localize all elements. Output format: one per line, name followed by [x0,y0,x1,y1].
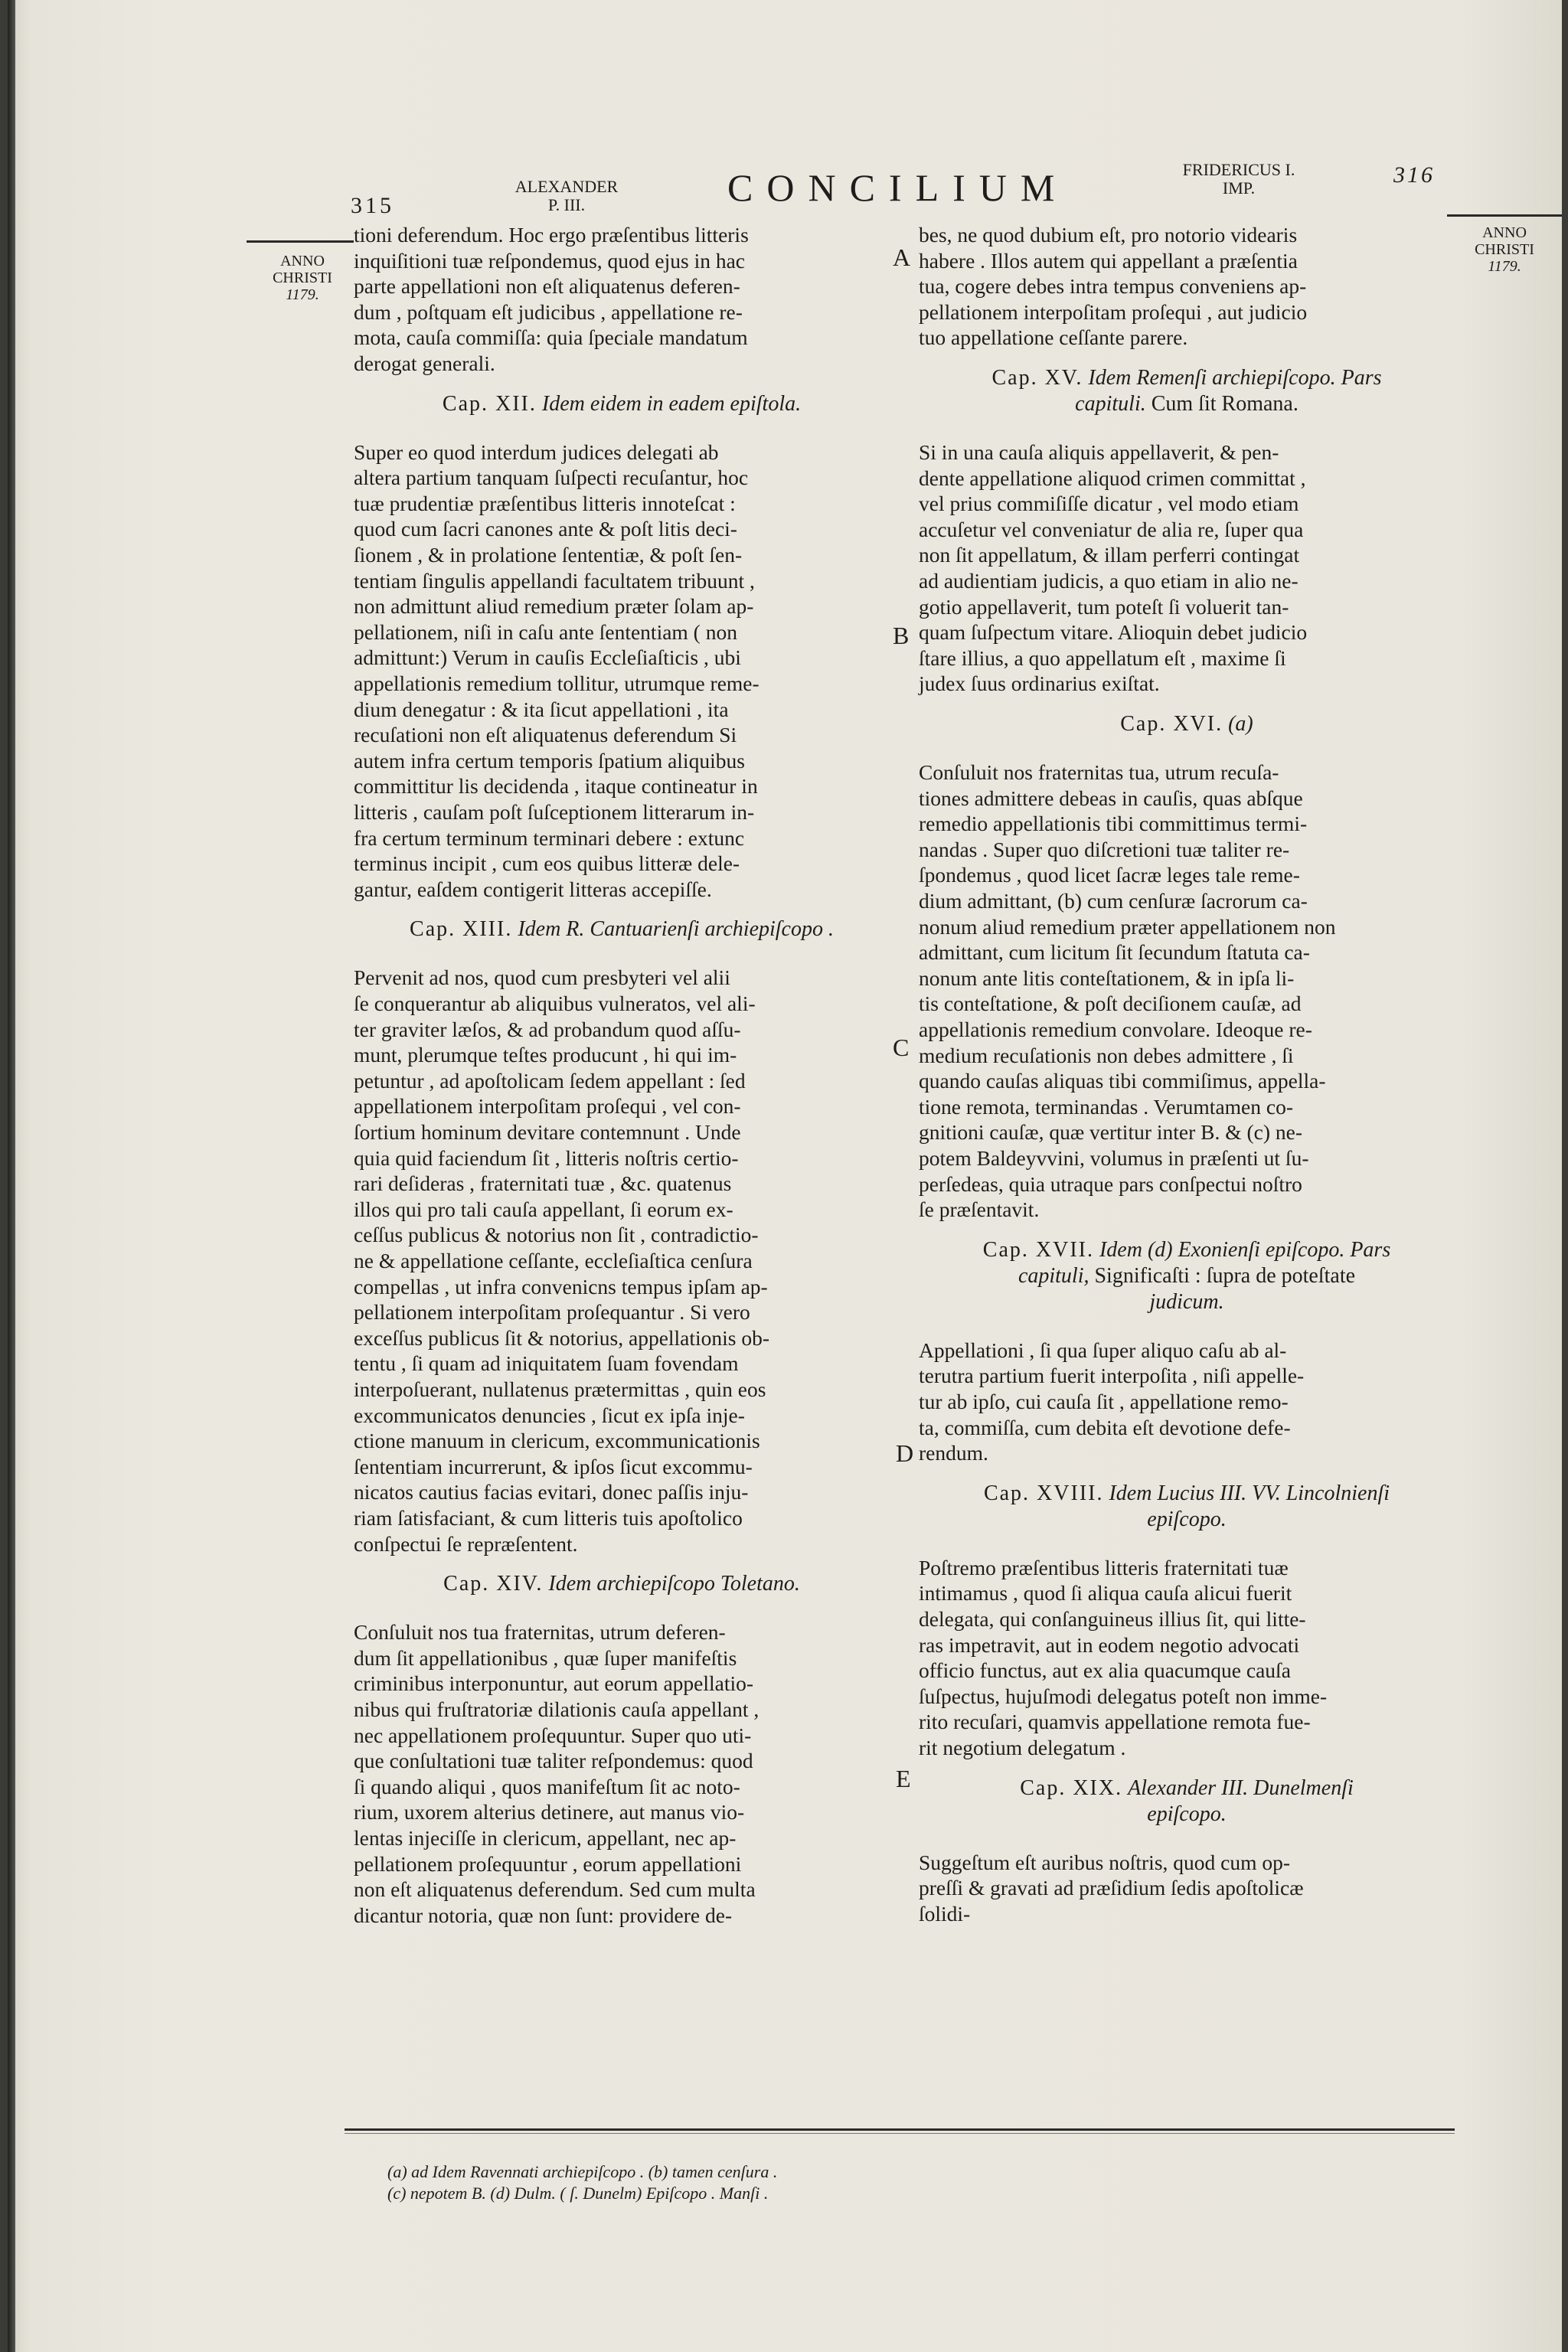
margin-note-line: ANNO [280,253,325,270]
text-line: ceſſus publicus & notorius non ſit , contradictio- [354,1223,759,1247]
text-line: munt, plerumque teſtes producunt , hi qui im- [354,1043,737,1067]
text-line: nandas . Super quo diſcretioni tuæ taliter re- [919,837,1290,861]
text-line: exceſſus publicus ſit & notorius, appellationis ob- [354,1325,770,1350]
text-line: criminibus interponuntur, aut eorum appellatio- [354,1671,754,1696]
text-line: Super eo quod interdum judices delegati ab [354,439,719,464]
chapter-heading-continued [919,1802,1455,1827]
text-line: officio functus, aut ex alia quacumque cauſa [919,1658,1291,1683]
margin-note-right [1462,224,1547,275]
text-line: rito recuſari, quamvis appellatione remota fue- [919,1710,1311,1734]
text-line: perſedeas, quia utraque pars conſpectui noſtro [919,1171,1302,1196]
margin-note-line: CHRISTI [1475,241,1534,258]
margin-note-line: ANNO [1482,224,1527,241]
chapter-number: Cap. XVIII. [983,1481,1104,1505]
text-line: Conſuluit nos tua fraternitas, utrum deferen- [354,1620,726,1645]
text-line: pellationem, niſi in caſu ante ſententiam ( non [354,619,737,644]
chapter-heading-continued [919,392,1455,416]
book-page [8,0,1562,2352]
text-line: ta, commiſſa, cum debita eſt devotione defe- [919,1415,1291,1439]
text-line: nibus qui fruſtratoriæ dilationis cauſa appellant , [354,1697,760,1721]
text-line: tuæ prudentiæ præſentibus litteris innoteſcat : [354,491,736,515]
section-letter: B [893,622,910,649]
text-line: terutra partium fuerit interpoſita , niſi appelle- [919,1364,1305,1388]
text-line: ſortium hominum devitare contemnunt . Unde [354,1120,741,1144]
margin-dash-left [247,240,354,243]
text-line: remedio appellationis tibi committimus termi- [919,812,1308,836]
text-line: Pervenit ad nos, quod cum presbyteri vel alii [354,965,730,990]
chapter-heading [919,366,1455,390]
text-line: petuntur , ad apoſtolicam ſedem appellant : ſed [354,1068,746,1093]
text-line: pellationem interpoſitam proſequantur . Si vero [354,1300,750,1325]
chapter-heading [919,1481,1455,1506]
section-letter: D [896,1439,914,1467]
text-line: tur ab ipſo, cui cauſa ſit , appellatione remo- [919,1390,1289,1413]
text-line: Poſtremo præſentibus litteris fraternitati tuæ [919,1555,1289,1579]
text-line: appellationis remedium convolare. Ideoque re- [919,1018,1312,1041]
chapter-number: Cap. XVI. [1120,712,1223,736]
text-line: dum , poſtquam eſt judicibus , appellatione re- [354,299,743,324]
chapter-title: epiſcopo. [1147,1802,1227,1826]
text-line: tua, cogere debes intra tempus conveniens ap- [919,274,1307,299]
text-line: illos qui pro tali cauſa appellant, ſi eorum ex- [354,1197,733,1221]
text-line: habere . Illos autem qui appellant a præſentia [919,248,1298,273]
text-line: ſi quando aliqui , quos manifeſtum ſit ac noto- [354,1774,740,1798]
text-line: excommunicatos denuncies , ſicut ex ipſa inje- [354,1403,745,1427]
text-line: parte appellationi non eſt aliquatenus deferen- [354,274,740,299]
text-line: tentu , ſi quam ad iniquitatem ſuam fovendam [354,1351,739,1376]
chapter-heading-continued [919,1508,1455,1532]
right-page-number: 316 [1393,162,1435,188]
page-edge [8,0,15,2352]
text-line: nec appellationem proſequuntur. Super quo uti- [354,1723,752,1747]
text-line: Appellationi , ſi qua ſuper aliquo caſu ab al- [919,1338,1287,1362]
section-letter: A [893,243,911,271]
text-line: compellas , ut infra convenicns tempus ipſam ap- [354,1274,768,1298]
text-line: vel prius commiſiſſe dicatur , vel modo etiam [919,492,1299,516]
text-line: gantur, eaſdem contigerit litteras accepiſſe. [354,877,712,901]
text-line: non ſit appellatum, & illam perferri contingat [919,543,1300,567]
text-line: bes, ne quod dubium eſt, pro notorio videaris [919,223,1298,247]
text-line: quod cum ſacri canones ante & poſt litis deci- [354,517,737,541]
text-line: nicatos cautius facias evitari, donec paſſis inju- [354,1480,749,1504]
text-line: litteris , cauſam poſt ſuſceptionem litterarum in- [354,800,755,824]
chapter-heading [919,1776,1455,1801]
text-line: ctione manuum in clericum, excommunicationis [354,1429,760,1453]
text-line: tiones admittere debeas in cauſis, quas abſque [919,786,1303,810]
footnote: (c) nepotem B. (d) Dulm. ( ſ. Dunelm) Epiſcopo . Manſi . [387,2184,769,2203]
text-line: ſionem , & in prolatione ſententiæ, & poſt ſen- [354,543,743,567]
text-line: quando cauſas aliquas tibi commiſimus, appella- [919,1069,1326,1093]
running-head-line: FRIDERICUS I. [1182,160,1295,179]
margin-dash-right [1447,214,1562,217]
text-line: nonum aliud remedium præter appellationem non [919,914,1336,939]
chapter-title: judicum. [1149,1289,1224,1314]
text-line: appellationis remedium tollitur, utrumque reme- [354,671,760,695]
text-line: fra certum terminum terminari debere : extunc [354,825,745,850]
margin-note-left [260,253,345,303]
text-line: dum ſit appellationibus , quæ ſuper manifeſtis [354,1645,737,1670]
text-line: inquiſitioni tuæ reſpondemus, quod ejus in hac [354,248,745,273]
text-line: tis conteſtatione, & poſt deciſionem cauſæ, ad [919,991,1302,1016]
text-line: ſe præſentavit. [919,1197,1040,1222]
chapter-heading [354,392,890,416]
text-line: pellationem proſequuntur , eorum appellationi [354,1851,742,1876]
chapter-number: Cap. XIII. [410,917,513,942]
footnote: (a) ad Idem Ravennati archiepiſcopo . (b) tamen cenſura . [387,2162,778,2181]
text-line: quia quid faciendum ſit , litteris noſtris certio- [354,1145,739,1170]
text-line: potem Baldeyvvini, volumus in præſenti ut ſu- [919,1146,1309,1170]
text-line: rari deſideras , fraternitati tuæ , &c. quatenus [354,1171,732,1196]
chapter-title: Idem Lucius III. VV. Lincolnienſi [1109,1481,1390,1505]
text-line: ſe conquerantur ab aliquibus vulneratos, vel ali- [354,991,756,1015]
running-head-line: IMP. [1222,178,1256,198]
chapter-incipit: Significaſti : ſupra de poteſtate [1089,1263,1356,1288]
chapter-title: capituli. [1075,392,1146,416]
chapter-title: Idem archiepiſcopo Toletano. [548,1572,800,1596]
text-line: intimamus , quod ſi aliqua cauſa alicui fuerit [919,1581,1292,1606]
text-line: dicantur notoria, quæ non ſunt: providere de- [354,1903,733,1927]
text-line: ad audientiam judicis, a quo etiam in alio ne- [919,569,1298,593]
chapter-number: Cap. XVII. [982,1237,1094,1262]
text-line: Si in una cauſa aliquis appellaverit, & pen- [919,440,1279,464]
chapter-title: Idem eidem in eadem epiſtola. [541,391,802,416]
chapter-number: Cap. XIX. [1020,1775,1123,1800]
text-line: gotio appellaverit, tum poteſt ſi voluerit tan- [919,594,1289,619]
text-line: admittant, cum licitum ſit ſecundum ſtatuta ca- [919,940,1310,965]
text-line: judex ſuus ordinarius exiſtat. [919,671,1160,696]
text-line: rit negotium delegatum . [919,1736,1126,1759]
chapter-heading [354,917,890,942]
text-line: committitur lis decidenda , itaque contineatur in [354,774,758,799]
margin-note-line: 1179. [1488,258,1521,275]
margin-note-line: 1179. [286,286,319,303]
text-line: ras impetravit, aut in eodem negotio advocati [919,1632,1300,1657]
text-line: ſolidi- [919,1901,971,1926]
text-line: pellationem interpoſitam proſequi , aut judicio [919,299,1308,324]
text-line: tioni deferendum. Hoc ergo præſentibus litteris [354,223,749,247]
text-line: non eſt aliquatenus deferendum. Sed cum multa [354,1877,756,1902]
text-line: recuſationi non eſt aliquatenus deferendum Si [354,723,737,747]
chapter-heading [919,712,1455,737]
text-line: autem infra certum temporis ſpatium aliquibus [354,748,745,773]
footnote-rule [345,2128,1455,2131]
text-line: non admittunt aliud remedium præter ſolam ap- [354,594,754,619]
text-line: ter graviter læſos, & ad probandum quod aſſu- [354,1017,741,1041]
section-letter: C [893,1034,910,1061]
chapter-heading [919,1238,1455,1263]
text-line: ne & appellatione ceſſante, eccleſiaſtica cenſura [354,1249,753,1272]
chapter-title: Idem R. Cantuarienſi archiepiſcopo . [518,917,834,942]
text-line: Suggeſtum eſt auribus noſtris, quod cum op- [919,1850,1291,1874]
chapter-number: Cap. XII. [442,391,537,416]
text-line: tentiam ſingulis appellandi facultatem tribuunt , [354,568,755,593]
text-line: ſpondemus , quod licet ſacræ leges tale reme- [919,863,1300,887]
text-line: ſententiam incurrerunt, & ipſos ſicut excommu- [354,1454,753,1478]
text-line: appellationem interpoſitam proſequi , vel con- [354,1094,741,1119]
text-line: dente appellatione aliquod crimen committat , [919,466,1306,490]
chapter-number: Cap. XIV. [443,1572,544,1596]
chapter-title: capituli, [1018,1263,1089,1288]
left-page-number: 315 [351,193,394,218]
text-line: tione remota, terminandas . Verumtamen co- [919,1094,1293,1119]
text-line: lentas injeciſſe in clericum, appellant, nec ap- [354,1826,737,1850]
running-head-line: P. III. [547,195,586,214]
text-line: medium recuſationis non debes admittere , ſi [919,1043,1294,1067]
text-line: ſuſpectus, hujuſmodi delegatus poteſt non imme- [919,1684,1328,1708]
text-line: conſpectui ſe repræſentent. [354,1531,578,1556]
chapter-incipit: Cum ſit Romana. [1145,392,1298,416]
text-line: gnitioni cauſæ, quæ vertitur inter B. & (c) ne- [919,1120,1303,1145]
text-line: preſſi & gravati ad præſidium ſedis apoſtolicæ [919,1876,1304,1900]
margin-note-line: CHRISTI [273,270,332,286]
chapter-number: Cap. XV. [991,366,1083,390]
chapter-title: Idem (d) Exonienſi epiſcopo. Pars [1099,1237,1391,1262]
footnote-rule-thin [345,2133,1455,2134]
left-running-head [498,178,635,214]
text-line: rendum. [919,1441,988,1465]
text-line: tuo appellatione ceſſante parere. [919,325,1188,350]
chapter-title: Idem Remenſi archiepiſcopo. Pars [1088,366,1382,390]
section-letter: E [896,1765,911,1792]
text-line: Conſuluit nos fraternitas tua, utrum recuſa- [919,760,1279,784]
text-line: accuſetur vel conveniatur de alia re, ſuper qua [919,517,1304,541]
chapter-heading-continued [919,1264,1455,1289]
text-line: interpoſuerant, nullatenus prætermittas , quin eos [354,1377,766,1401]
text-line: riam ſatisfaciant, & cum litteris tuis apoſtolico [354,1506,743,1530]
text-line: dium admittant, (b) cum cenſuræ ſacrorum ca- [919,889,1308,913]
text-line: dium denegatur : & ita ſicut appellationi , ita [354,697,729,721]
text-line: delegata, qui conſanguineus illius ſit, qui litte- [919,1607,1306,1631]
text-line: derogat generali. [354,351,495,375]
chapter-title: (a) [1228,712,1253,736]
text-line: rium, uxorem alterius detinere, aut manus vio- [354,1800,745,1824]
text-line: nonum ante litis conteſtationem, & in ipſa li- [919,965,1295,990]
chapter-heading [354,1572,890,1596]
text-line: que conſultationi tuæ taliter reſpondemus: quod [354,1749,753,1773]
page-title: CONCILIUM [727,166,1069,209]
text-line: mota, cauſa commiſſa: quia ſpeciale mandatum [354,325,748,350]
text-line: ſtare illius, a quo appellatum eſt , maxime ſi [919,645,1286,670]
chapter-heading-continued [919,1290,1455,1315]
text-line: terminus incipit , cum eos quibus litteræ dele- [354,851,740,876]
text-line: quam ſuſpectum vitare. Alioquin debet judicio [919,620,1308,645]
text-line: admittunt:) Verum in cauſis Eccleſiaſticis , ubi [354,645,741,670]
right-running-head [1162,161,1315,198]
chapter-title: Alexander III. Dunelmenſi [1128,1775,1354,1800]
text-line: altera partium tanquam ſuſpecti recuſantur, hoc [354,466,749,490]
chapter-title: epiſcopo. [1147,1507,1227,1531]
running-head-line: ALEXANDER [514,177,619,196]
